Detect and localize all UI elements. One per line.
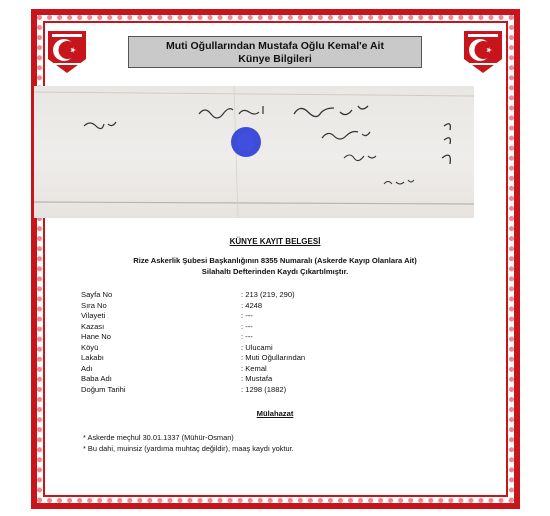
field-row-district bbox=[81, 322, 461, 333]
field-value: : --- bbox=[241, 332, 253, 341]
field-row-village bbox=[81, 343, 461, 354]
record-fields bbox=[81, 290, 461, 395]
remarks-notes bbox=[83, 432, 294, 454]
remarks-heading: Mülahazat bbox=[256, 409, 294, 418]
field-value: : Kemal bbox=[241, 363, 267, 373]
field-row-sequence-no bbox=[81, 301, 461, 312]
field-row-father-name bbox=[81, 374, 461, 385]
note-item: * Bu dahi, muinsiz (yardıma muhtaç değildir), maaş kaydı yoktur. bbox=[83, 444, 294, 453]
title-line-2: Künye Bilgileri bbox=[238, 53, 312, 65]
document-intro bbox=[0, 256, 550, 277]
field-label: Kazası bbox=[81, 321, 105, 331]
field-label: Baba Adı bbox=[81, 374, 112, 383]
field-value: : --- bbox=[241, 321, 253, 331]
field-label: Sayfa No bbox=[81, 290, 113, 299]
field-label: Hane No bbox=[81, 332, 111, 341]
intro-line-1: Rize Askerlik Şubesi Başkanlığının 8355 Numaralı (Askerde Kayıp Olanlara Ait) bbox=[133, 256, 417, 265]
ministry-emblem-right-icon bbox=[462, 29, 504, 73]
field-row-province bbox=[81, 311, 461, 322]
note-item: * Askerde meçhul 30.01.1337 (Mühür-Osman) bbox=[83, 433, 234, 442]
field-label: Sıra No bbox=[81, 300, 107, 310]
field-row-name bbox=[81, 364, 461, 375]
field-value: : Mustafa bbox=[241, 374, 273, 383]
field-value: : 213 (219, 290) bbox=[241, 290, 295, 299]
field-label: Lakabı bbox=[81, 353, 104, 362]
page-title bbox=[128, 36, 422, 68]
ottoman-register-scan-image bbox=[34, 86, 474, 218]
title-line-1: Muti Oğullarından Mustafa Oğlu Kemal'e Ait bbox=[166, 40, 384, 52]
field-label: Doğum Tarihi bbox=[81, 384, 126, 394]
field-value: : Muti Oğullarından bbox=[241, 353, 306, 362]
field-row-page-no bbox=[81, 290, 461, 301]
ministry-emblem-left-icon bbox=[46, 29, 88, 73]
field-value: : 4248 bbox=[241, 300, 263, 310]
field-value: : Ulucami bbox=[241, 342, 273, 352]
field-label: Köyü bbox=[81, 342, 99, 352]
document-title: KÜNYE KAYIT BELGESİ bbox=[229, 237, 321, 246]
field-label: Vilayeti bbox=[81, 311, 106, 320]
intro-line-2: Silahaltı Defterinden Kaydı Çıkartılmıştır. bbox=[201, 266, 349, 276]
field-row-birth-date bbox=[81, 385, 461, 396]
field-value: : --- bbox=[241, 311, 253, 320]
field-value: : 1298 (1882) bbox=[241, 384, 287, 394]
field-row-household-no bbox=[81, 332, 461, 343]
field-label: Adı bbox=[81, 363, 93, 373]
field-row-nickname bbox=[81, 353, 461, 364]
